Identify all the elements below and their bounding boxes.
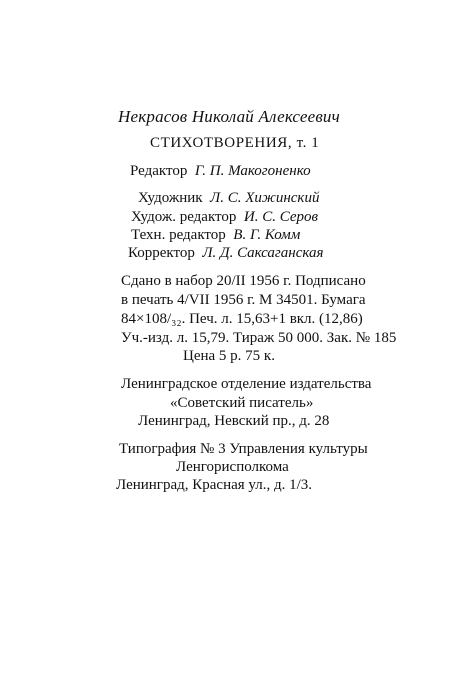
credit-name: Л. Д. Саксаганская <box>202 245 324 261</box>
publisher-name: «Советский писатель» <box>170 395 314 411</box>
credit-name: В. Г. Комм <box>233 227 301 243</box>
credit-name: И. С. Серов <box>243 209 319 225</box>
credit-role: Корректор <box>128 245 195 261</box>
credit-line-proofreader <box>128 244 323 262</box>
printer-address: Ленинград, Красная ул., д. 1/3. <box>116 477 313 493</box>
printer-authority: Ленгорисполкома <box>176 459 289 475</box>
editor-line <box>130 162 311 180</box>
credit-role: Техн. редактор <box>131 227 226 243</box>
credit-line-tech-editor <box>131 226 300 244</box>
print-info-line: в печать 4/VII 1956 г. М 34501. Бумага <box>121 292 366 308</box>
editor-role: Редактор <box>130 163 188 179</box>
credit-role: Художник <box>138 190 203 206</box>
credit-line-art-editor <box>131 208 318 226</box>
print-info-line: Сдано в набор 20/II 1956 г. Подписано <box>121 273 366 289</box>
print-info-line: Уч.-изд. л. 15,79. Тираж 50 000. Зак. № 185 <box>121 330 397 346</box>
print-info-line: 84×108/₃₂. Печ. л. 15,63+1 вкл. (12,86) <box>121 311 363 327</box>
author-name: Некрасов Николай Алексеевич <box>118 107 340 126</box>
book-title: СТИХОТВОРЕНИЯ, т. 1 <box>150 135 320 151</box>
publisher-line: Ленинградское отделение издательства <box>121 376 372 392</box>
credit-line-artist <box>138 189 319 207</box>
editor-name: Г. П. Макогоненко <box>194 163 311 179</box>
price-line: Цена 5 р. 75 к. <box>183 348 275 364</box>
printer-line: Типография № 3 Управления культуры <box>119 441 368 457</box>
credit-role: Худож. редактор <box>131 209 237 225</box>
publisher-address: Ленинград, Невский пр., д. 28 <box>138 413 330 429</box>
credit-name: Л. С. Хижинский <box>210 190 320 206</box>
